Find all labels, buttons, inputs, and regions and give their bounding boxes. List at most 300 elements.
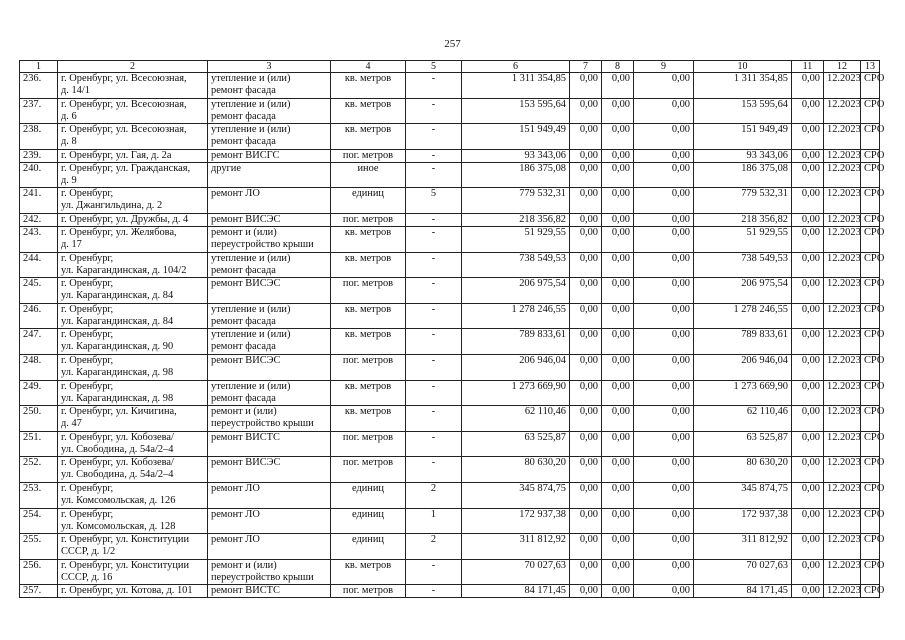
col10-cell: 172 937,38 [694, 508, 792, 534]
address-cell-line: г. Оренбург, [61, 188, 114, 200]
work-type-cell-line: ремонт ВИСГС [211, 149, 280, 161]
col10-cell: 84 171,45 [694, 585, 792, 598]
col10-cell: 206 975,54 [694, 278, 792, 304]
col7-cell: 0,00 [570, 226, 602, 252]
quantity-cell: - [406, 278, 462, 304]
date-cell: 12.2023 [824, 73, 861, 99]
work-type-cell-line: ремонт и (или) [211, 226, 277, 238]
col9-cell: 0,00 [634, 226, 694, 252]
date-cell: 12.2023 [824, 188, 861, 214]
date-cell: 12.2023 [824, 329, 861, 355]
date-cell: 12.2023 [824, 457, 861, 483]
work-type-cell [208, 98, 331, 124]
total-cost-cell: 51 929,55 [462, 226, 570, 252]
address-cell-line: г. Оренбург, ул. Гая, д. 2а [61, 149, 172, 161]
address-cell-line: г. Оренбург, ул. Конституции [61, 534, 190, 546]
address-cell-line: ул. Карагандинская, д. 104/2 [61, 264, 187, 276]
quantity-cell: - [406, 329, 462, 355]
work-type-cell-line: ремонт ВИСТС [211, 585, 280, 597]
work-type-cell-line: ремонт фасада [211, 392, 276, 404]
col8-cell: 0,00 [602, 482, 634, 508]
row-number: 247. [20, 329, 58, 355]
col7-cell: 0,00 [570, 303, 602, 329]
table-row [20, 252, 880, 278]
col9-cell: 0,00 [634, 278, 694, 304]
work-type-cell-line: переустройство крыши [211, 571, 314, 583]
source-cell: СРО [861, 188, 880, 214]
source-cell: СРО [861, 329, 880, 355]
total-cost-cell: 93 343,06 [462, 149, 570, 162]
work-type-cell [208, 431, 331, 457]
work-type-cell-line: утепление и (или) [211, 380, 291, 392]
date-cell: 12.2023 [824, 482, 861, 508]
source-cell: СРО [861, 354, 880, 380]
unit-cell: пог. метров [331, 585, 406, 598]
col11-cell: 0,00 [792, 457, 824, 483]
quantity-cell: - [406, 162, 462, 188]
quantity-cell: - [406, 431, 462, 457]
work-type-cell-line: ремонт ЛО [211, 508, 260, 520]
date-cell: 12.2023 [824, 380, 861, 406]
work-type-cell-line: ремонт фасада [211, 315, 276, 327]
work-type-cell-line: утепление и (или) [211, 303, 291, 315]
total-cost-cell: 206 946,04 [462, 354, 570, 380]
unit-cell: кв. метров [331, 303, 406, 329]
work-type-cell-line: ремонт фасада [211, 85, 276, 96]
unit-cell: единиц [331, 534, 406, 560]
address-cell [58, 278, 208, 304]
col9-cell: 0,00 [634, 431, 694, 457]
total-cost-cell: 738 549,53 [462, 252, 570, 278]
address-cell [58, 559, 208, 585]
col8-cell: 0,00 [602, 98, 634, 124]
row-number: 241. [20, 188, 58, 214]
work-type-cell [208, 278, 331, 304]
date-cell: 12.2023 [824, 149, 861, 162]
address-cell-line: г. Оренбург, [61, 329, 114, 341]
col11-cell: 0,00 [792, 329, 824, 355]
source-cell: СРО [861, 482, 880, 508]
total-cost-cell: 1 278 246,55 [462, 303, 570, 329]
col9-cell: 0,00 [634, 585, 694, 598]
total-cost-cell: 153 595,64 [462, 98, 570, 124]
col9-cell: 0,00 [634, 380, 694, 406]
total-cost-cell: 1 273 669,90 [462, 380, 570, 406]
date-cell: 12.2023 [824, 162, 861, 188]
col9-cell: 0,00 [634, 329, 694, 355]
quantity-cell: - [406, 98, 462, 124]
total-cost-cell: 186 375,08 [462, 162, 570, 188]
col9-cell: 0,00 [634, 482, 694, 508]
address-cell [58, 98, 208, 124]
col7-cell: 0,00 [570, 149, 602, 162]
work-type-cell-line: ремонт ЛО [211, 482, 260, 494]
address-cell-line: г. Оренбург, [61, 508, 114, 520]
source-cell: СРО [861, 303, 880, 329]
work-type-cell [208, 508, 331, 534]
unit-cell: кв. метров [331, 559, 406, 585]
table-row [20, 431, 880, 457]
address-cell-line: г. Оренбург, [61, 354, 114, 366]
row-number: 257. [20, 585, 58, 598]
row-number: 245. [20, 278, 58, 304]
source-cell: СРО [861, 406, 880, 432]
date-cell: 12.2023 [824, 278, 861, 304]
quantity-cell: - [406, 124, 462, 150]
col8-cell: 0,00 [602, 329, 634, 355]
col11-cell: 0,00 [792, 149, 824, 162]
work-type-cell [208, 73, 331, 99]
work-type-cell [208, 406, 331, 432]
table-row [20, 482, 880, 508]
col7-cell: 0,00 [570, 559, 602, 585]
col11-cell: 0,00 [792, 354, 824, 380]
address-cell-line: ул. Карагандинская, д. 84 [61, 315, 174, 327]
work-type-cell-line: ремонт фасада [211, 136, 276, 148]
total-cost-cell: 84 171,45 [462, 585, 570, 598]
address-cell [58, 406, 208, 432]
col7-cell: 0,00 [570, 380, 602, 406]
col7-cell: 0,00 [570, 354, 602, 380]
col11-cell: 0,00 [792, 406, 824, 432]
col7-cell: 0,00 [570, 124, 602, 150]
total-cost-cell: 206 975,54 [462, 278, 570, 304]
work-type-cell-line: утепление и (или) [211, 98, 291, 110]
work-type-cell-line: ремонт и (или) [211, 406, 277, 418]
page-number: 257 [444, 38, 461, 50]
col9-cell: 0,00 [634, 559, 694, 585]
unit-cell: кв. метров [331, 252, 406, 278]
source-cell: СРО [861, 508, 880, 534]
work-type-cell-line: ремонт ВИСЭС [211, 213, 281, 225]
table-row [20, 585, 880, 598]
address-cell-line: г. Оренбург, ул. Кобозева/ [61, 431, 174, 443]
unit-cell: пог. метров [331, 278, 406, 304]
col9-cell: 0,00 [634, 213, 694, 226]
col8-cell: 0,00 [602, 559, 634, 585]
column-number-5: 5 [406, 61, 462, 73]
work-type-cell [208, 354, 331, 380]
unit-cell: пог. метров [331, 149, 406, 162]
row-number: 242. [20, 213, 58, 226]
table-row [20, 457, 880, 483]
col8-cell: 0,00 [602, 278, 634, 304]
col11-cell: 0,00 [792, 188, 824, 214]
table-row [20, 124, 880, 150]
work-type-cell-line: утепление и (или) [211, 329, 291, 341]
col11-cell: 0,00 [792, 303, 824, 329]
col8-cell: 0,00 [602, 585, 634, 598]
unit-cell: пог. метров [331, 457, 406, 483]
address-cell-line: СССР, д. 1/2 [61, 546, 116, 558]
source-cell: СРО [861, 162, 880, 188]
date-cell: 12.2023 [824, 585, 861, 598]
col11-cell: 0,00 [792, 98, 824, 124]
table-row [20, 406, 880, 432]
source-cell: СРО [861, 431, 880, 457]
quantity-cell: 2 [406, 482, 462, 508]
work-type-cell-line: ремонт фасада [211, 341, 276, 353]
address-cell [58, 508, 208, 534]
col11-cell: 0,00 [792, 213, 824, 226]
unit-cell: кв. метров [331, 124, 406, 150]
work-type-cell [208, 380, 331, 406]
address-cell [58, 73, 208, 99]
col8-cell: 0,00 [602, 406, 634, 432]
work-type-cell [208, 162, 331, 188]
quantity-cell: 1 [406, 508, 462, 534]
total-cost-cell: 151 949,49 [462, 124, 570, 150]
column-number-12: 12 [824, 61, 861, 73]
quantity-cell: - [406, 380, 462, 406]
col9-cell: 0,00 [634, 252, 694, 278]
col8-cell: 0,00 [602, 188, 634, 214]
source-cell: СРО [861, 213, 880, 226]
col10-cell: 1 278 246,55 [694, 303, 792, 329]
address-cell-line: ул. Карагандинская, д. 98 [61, 392, 174, 404]
col8-cell: 0,00 [602, 252, 634, 278]
source-cell: СРО [861, 73, 880, 99]
col11-cell: 0,00 [792, 431, 824, 457]
col10-cell: 738 549,53 [694, 252, 792, 278]
quantity-cell: 2 [406, 534, 462, 560]
row-number: 251. [20, 431, 58, 457]
col11-cell: 0,00 [792, 508, 824, 534]
col11-cell: 0,00 [792, 162, 824, 188]
source-cell: СРО [861, 380, 880, 406]
col10-cell: 153 595,64 [694, 98, 792, 124]
address-cell-line: д. 9 [61, 174, 77, 186]
col9-cell: 0,00 [634, 534, 694, 560]
column-number-3: 3 [208, 61, 331, 73]
source-cell: СРО [861, 559, 880, 585]
row-number: 246. [20, 303, 58, 329]
source-cell: СРО [861, 585, 880, 598]
row-number: 253. [20, 482, 58, 508]
address-cell-line: г. Оренбург, ул. Кичигина, [61, 406, 177, 418]
row-number: 240. [20, 162, 58, 188]
unit-cell: единиц [331, 508, 406, 534]
col9-cell: 0,00 [634, 149, 694, 162]
address-cell [58, 149, 208, 162]
col10-cell: 93 343,06 [694, 149, 792, 162]
address-cell-line: г. Оренбург, ул. Кобозева/ [61, 457, 174, 469]
work-type-cell [208, 329, 331, 355]
row-number: 237. [20, 98, 58, 124]
address-cell-line: г. Оренбург, ул. Всесоюзная, [61, 124, 187, 136]
address-cell-line: СССР, д. 16 [61, 571, 113, 583]
work-type-cell [208, 124, 331, 150]
date-cell: 12.2023 [824, 534, 861, 560]
address-cell [58, 585, 208, 598]
work-type-cell-line: ремонт и (или) [211, 559, 277, 571]
address-cell-line: г. Оренбург, ул. Желябова, [61, 226, 177, 238]
address-cell [58, 188, 208, 214]
work-type-cell [208, 226, 331, 252]
col10-cell: 63 525,87 [694, 431, 792, 457]
unit-cell: кв. метров [331, 329, 406, 355]
unit-cell: единиц [331, 482, 406, 508]
col11-cell: 0,00 [792, 482, 824, 508]
table-row [20, 380, 880, 406]
table-row [20, 354, 880, 380]
date-cell: 12.2023 [824, 303, 861, 329]
work-type-cell-line: переустройство крыши [211, 238, 314, 250]
address-cell-line: д. 47 [61, 418, 82, 430]
source-cell: СРО [861, 149, 880, 162]
col10-cell: 206 946,04 [694, 354, 792, 380]
row-number: 239. [20, 149, 58, 162]
col11-cell: 0,00 [792, 73, 824, 99]
total-cost-cell: 172 937,38 [462, 508, 570, 534]
col10-cell: 80 630,20 [694, 457, 792, 483]
quantity-cell: - [406, 303, 462, 329]
col8-cell: 0,00 [602, 226, 634, 252]
total-cost-cell: 218 356,82 [462, 213, 570, 226]
quantity-cell: - [406, 73, 462, 99]
address-cell [58, 226, 208, 252]
col11-cell: 0,00 [792, 252, 824, 278]
date-cell: 12.2023 [824, 226, 861, 252]
col11-cell: 0,00 [792, 278, 824, 304]
col7-cell: 0,00 [570, 73, 602, 99]
col8-cell: 0,00 [602, 380, 634, 406]
col11-cell: 0,00 [792, 380, 824, 406]
address-cell-line: ул. Свободина, д. 54а/2–4 [61, 469, 174, 481]
address-cell-line: г. Оренбург, ул. Дружбы, д. 4 [61, 213, 189, 225]
col9-cell: 0,00 [634, 354, 694, 380]
quantity-cell: - [406, 406, 462, 432]
quantity-cell: - [406, 354, 462, 380]
total-cost-cell: 62 110,46 [462, 406, 570, 432]
work-type-cell [208, 482, 331, 508]
col9-cell: 0,00 [634, 457, 694, 483]
col8-cell: 0,00 [602, 457, 634, 483]
table-row [20, 226, 880, 252]
total-cost-cell: 789 833,61 [462, 329, 570, 355]
col7-cell: 0,00 [570, 482, 602, 508]
address-cell-line: д. 14/1 [61, 85, 90, 96]
unit-cell: кв. метров [331, 380, 406, 406]
total-cost-cell: 1 311 354,85 [462, 73, 570, 99]
col9-cell: 0,00 [634, 406, 694, 432]
work-type-cell [208, 252, 331, 278]
table-row [20, 213, 880, 226]
work-type-cell-line: ремонт фасада [211, 264, 276, 276]
address-cell-line: ул. Комсомольская, д. 126 [61, 494, 176, 506]
table-row [20, 162, 880, 188]
row-number: 248. [20, 354, 58, 380]
row-number: 238. [20, 124, 58, 150]
total-cost-cell: 80 630,20 [462, 457, 570, 483]
work-type-cell [208, 213, 331, 226]
date-cell: 12.2023 [824, 354, 861, 380]
col7-cell: 0,00 [570, 252, 602, 278]
col8-cell: 0,00 [602, 508, 634, 534]
total-cost-cell: 311 812,92 [462, 534, 570, 560]
col7-cell: 0,00 [570, 534, 602, 560]
col11-cell: 0,00 [792, 124, 824, 150]
col10-cell: 1 311 354,85 [694, 73, 792, 99]
source-cell: СРО [861, 278, 880, 304]
table-row [20, 329, 880, 355]
work-type-cell [208, 188, 331, 214]
quantity-cell: - [406, 149, 462, 162]
col7-cell: 0,00 [570, 278, 602, 304]
address-cell [58, 124, 208, 150]
column-number-6: 6 [462, 61, 570, 73]
work-type-cell [208, 559, 331, 585]
col10-cell: 345 874,75 [694, 482, 792, 508]
col10-cell: 311 812,92 [694, 534, 792, 560]
col7-cell: 0,00 [570, 585, 602, 598]
col8-cell: 0,00 [602, 431, 634, 457]
work-type-cell-line: ремонт ЛО [211, 188, 260, 200]
quantity-cell: - [406, 213, 462, 226]
address-cell-line: г. Оренбург, [61, 482, 114, 494]
address-cell-line: г. Оренбург, [61, 252, 114, 264]
column-number-row [20, 61, 880, 73]
date-cell: 12.2023 [824, 508, 861, 534]
col8-cell: 0,00 [602, 73, 634, 99]
address-cell [58, 303, 208, 329]
unit-cell: пог. метров [331, 354, 406, 380]
source-cell: СРО [861, 124, 880, 150]
quantity-cell: - [406, 585, 462, 598]
col8-cell: 0,00 [602, 534, 634, 560]
row-number: 243. [20, 226, 58, 252]
row-number: 250. [20, 406, 58, 432]
unit-cell: кв. метров [331, 73, 406, 99]
col10-cell: 779 532,31 [694, 188, 792, 214]
unit-cell: пог. метров [331, 431, 406, 457]
address-cell-line: ул. Карагандинская, д. 90 [61, 341, 174, 353]
address-cell-line: ул. Карагандинская, д. 98 [61, 366, 174, 378]
col7-cell: 0,00 [570, 406, 602, 432]
col11-cell: 0,00 [792, 559, 824, 585]
address-cell [58, 380, 208, 406]
col10-cell: 51 929,55 [694, 226, 792, 252]
address-cell [58, 482, 208, 508]
address-cell-line: г. Оренбург, ул. Конституции [61, 559, 190, 571]
col10-cell: 62 110,46 [694, 406, 792, 432]
col7-cell: 0,00 [570, 508, 602, 534]
col8-cell: 0,00 [602, 213, 634, 226]
address-cell [58, 162, 208, 188]
col8-cell: 0,00 [602, 354, 634, 380]
work-type-cell-line: ремонт ВИСЭС [211, 278, 281, 290]
col11-cell: 0,00 [792, 534, 824, 560]
column-number-2: 2 [58, 61, 208, 73]
work-type-cell-line: ремонт ЛО [211, 534, 260, 546]
address-cell [58, 457, 208, 483]
col10-cell: 151 949,49 [694, 124, 792, 150]
table-row [20, 73, 880, 99]
col11-cell: 0,00 [792, 226, 824, 252]
date-cell: 12.2023 [824, 252, 861, 278]
total-cost-cell: 345 874,75 [462, 482, 570, 508]
row-number: 249. [20, 380, 58, 406]
col7-cell: 0,00 [570, 213, 602, 226]
unit-cell: кв. метров [331, 406, 406, 432]
unit-cell: единиц [331, 188, 406, 214]
address-cell [58, 534, 208, 560]
source-cell: СРО [861, 98, 880, 124]
address-cell-line: ул. Свободина, д. 54а/2–4 [61, 443, 174, 455]
column-number-13: 13 [861, 61, 880, 73]
source-cell: СРО [861, 457, 880, 483]
column-number-1: 1 [20, 61, 58, 73]
